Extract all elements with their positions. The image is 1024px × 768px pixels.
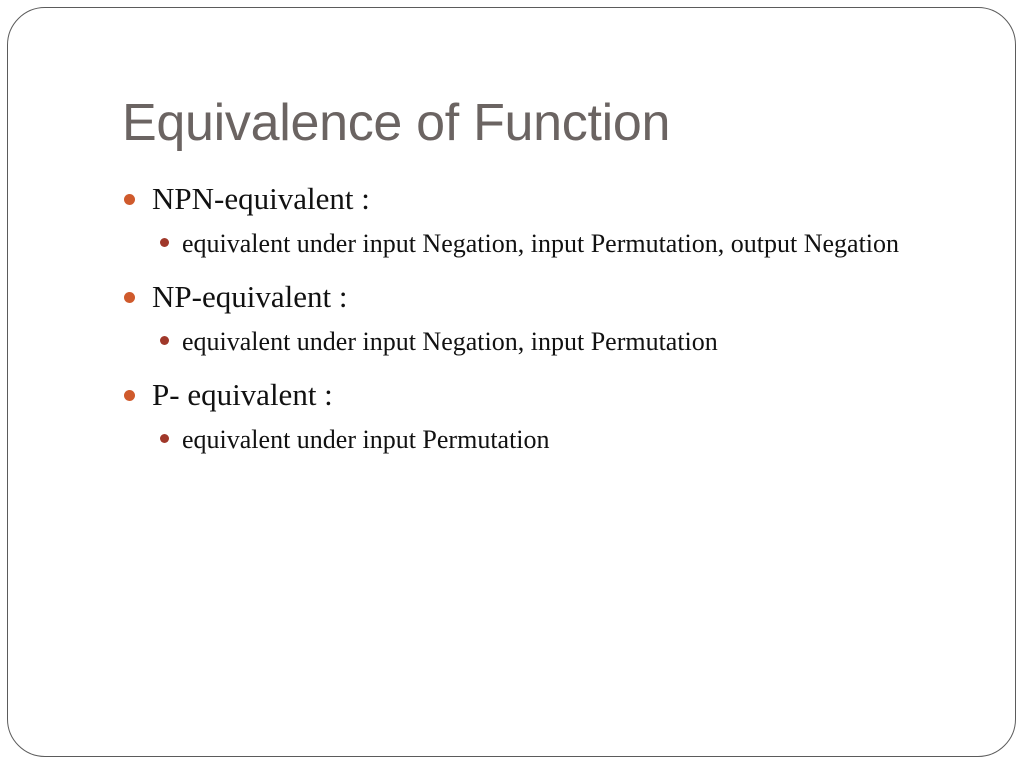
sub-bullet-text: equivalent under input Negation, input Permutation, output Negation bbox=[182, 229, 900, 258]
bullet-text: NPN-equivalent : bbox=[152, 181, 370, 216]
bullet-text: P- equivalent : bbox=[152, 377, 333, 412]
slide-body bbox=[122, 178, 942, 472]
slide-frame bbox=[7, 7, 1016, 757]
sub-bullet-np bbox=[152, 322, 942, 362]
sub-bullet-npn bbox=[152, 224, 942, 264]
slide-title: Equivalence of Function bbox=[122, 94, 671, 152]
bullet-text: NP-equivalent : bbox=[152, 279, 348, 314]
sub-bullet-dot-icon bbox=[160, 238, 169, 247]
bullet-dot-icon bbox=[124, 194, 135, 205]
sub-bullet-text: equivalent under input Negation, input Permutation bbox=[182, 327, 718, 356]
sub-bullet-dot-icon bbox=[160, 434, 169, 443]
bullet-dot-icon bbox=[124, 390, 135, 401]
sub-bullet-p bbox=[152, 420, 942, 460]
bullet-p bbox=[122, 374, 942, 416]
bullet-np bbox=[122, 276, 942, 318]
sub-bullet-text: equivalent under input Permutation bbox=[182, 425, 550, 454]
sub-bullet-dot-icon bbox=[160, 336, 169, 345]
bullet-npn bbox=[122, 178, 942, 220]
bullet-dot-icon bbox=[124, 292, 135, 303]
